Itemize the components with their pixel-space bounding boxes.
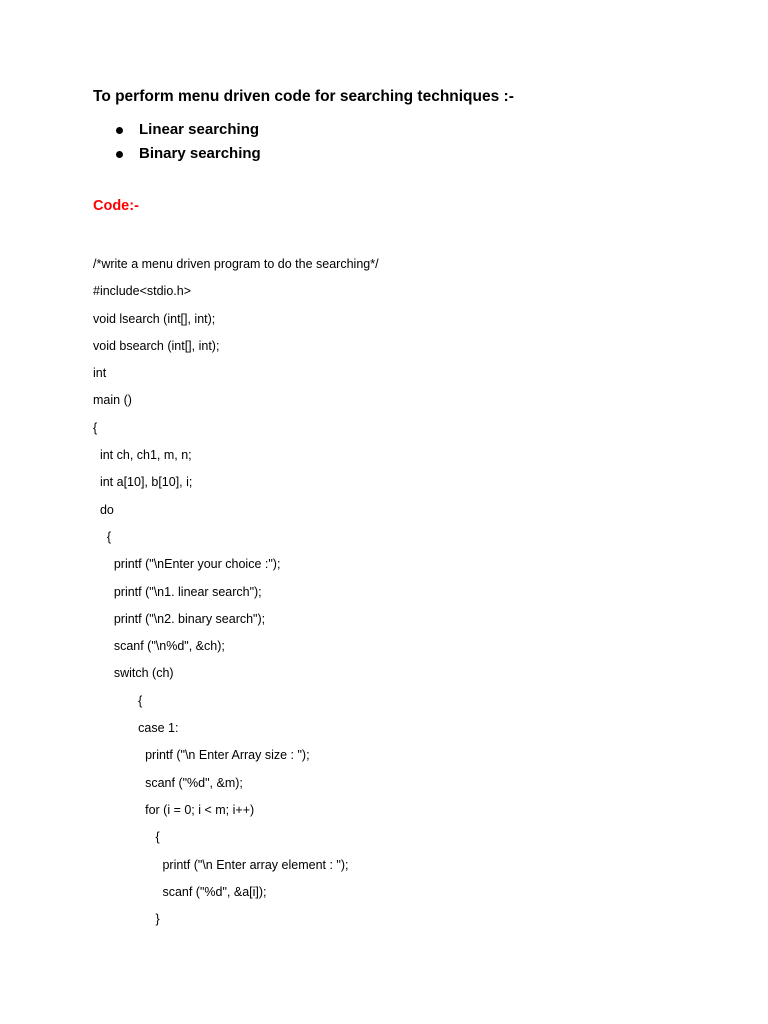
code-line: printf ("\n1. linear search");: [93, 584, 262, 599]
code-line: printf ("\n Enter array element : ");: [93, 857, 349, 872]
bullet-item: [116, 120, 260, 144]
code-line: int a[10], b[10], i;: [93, 475, 193, 490]
code-line: }: [93, 912, 160, 927]
code-line: int ch, ch1, m, n;: [93, 448, 192, 463]
bullet-list: [116, 120, 261, 168]
code-line: printf ("\nEnter your choice :");: [93, 557, 281, 572]
code-line: printf ("\n2. binary search");: [93, 611, 266, 626]
code-line: /*write a menu driven program to do the searching*/: [93, 257, 379, 271]
code-line: printf ("\n Enter Array size : ");: [93, 748, 310, 763]
code-line: {: [93, 529, 112, 544]
code-line: switch (ch): [93, 666, 174, 681]
page-heading: To perform menu driven code for searching techniques :-: [93, 88, 514, 105]
code-line: for (i = 0; i < m; i++): [93, 802, 255, 817]
code-line: main (): [93, 393, 132, 408]
bullet-icon: [116, 151, 123, 158]
code-line: scanf ("\n%d", &ch);: [93, 639, 225, 654]
code-line: {: [93, 830, 160, 845]
code-line: do: [93, 502, 114, 517]
bullet-icon: [116, 127, 123, 134]
code-line: void bsearch (int[], int);: [93, 338, 220, 353]
code-block: [93, 254, 379, 936]
code-line: #include<stdio.h>: [93, 284, 191, 299]
code-line: scanf ("%d", &a[i]);: [93, 884, 267, 899]
code-line: void lsearch (int[], int);: [93, 311, 216, 326]
bullet-label: Linear searching: [139, 121, 260, 138]
code-line: int: [93, 366, 107, 381]
code-line: {: [93, 420, 98, 435]
bullet-label: Binary searching: [139, 145, 261, 162]
code-line: case 1:: [93, 721, 179, 736]
bullet-item: [116, 144, 261, 168]
code-line: {: [93, 693, 143, 708]
code-label: Code:-: [93, 198, 139, 214]
code-line: scanf ("%d", &m);: [93, 775, 243, 790]
